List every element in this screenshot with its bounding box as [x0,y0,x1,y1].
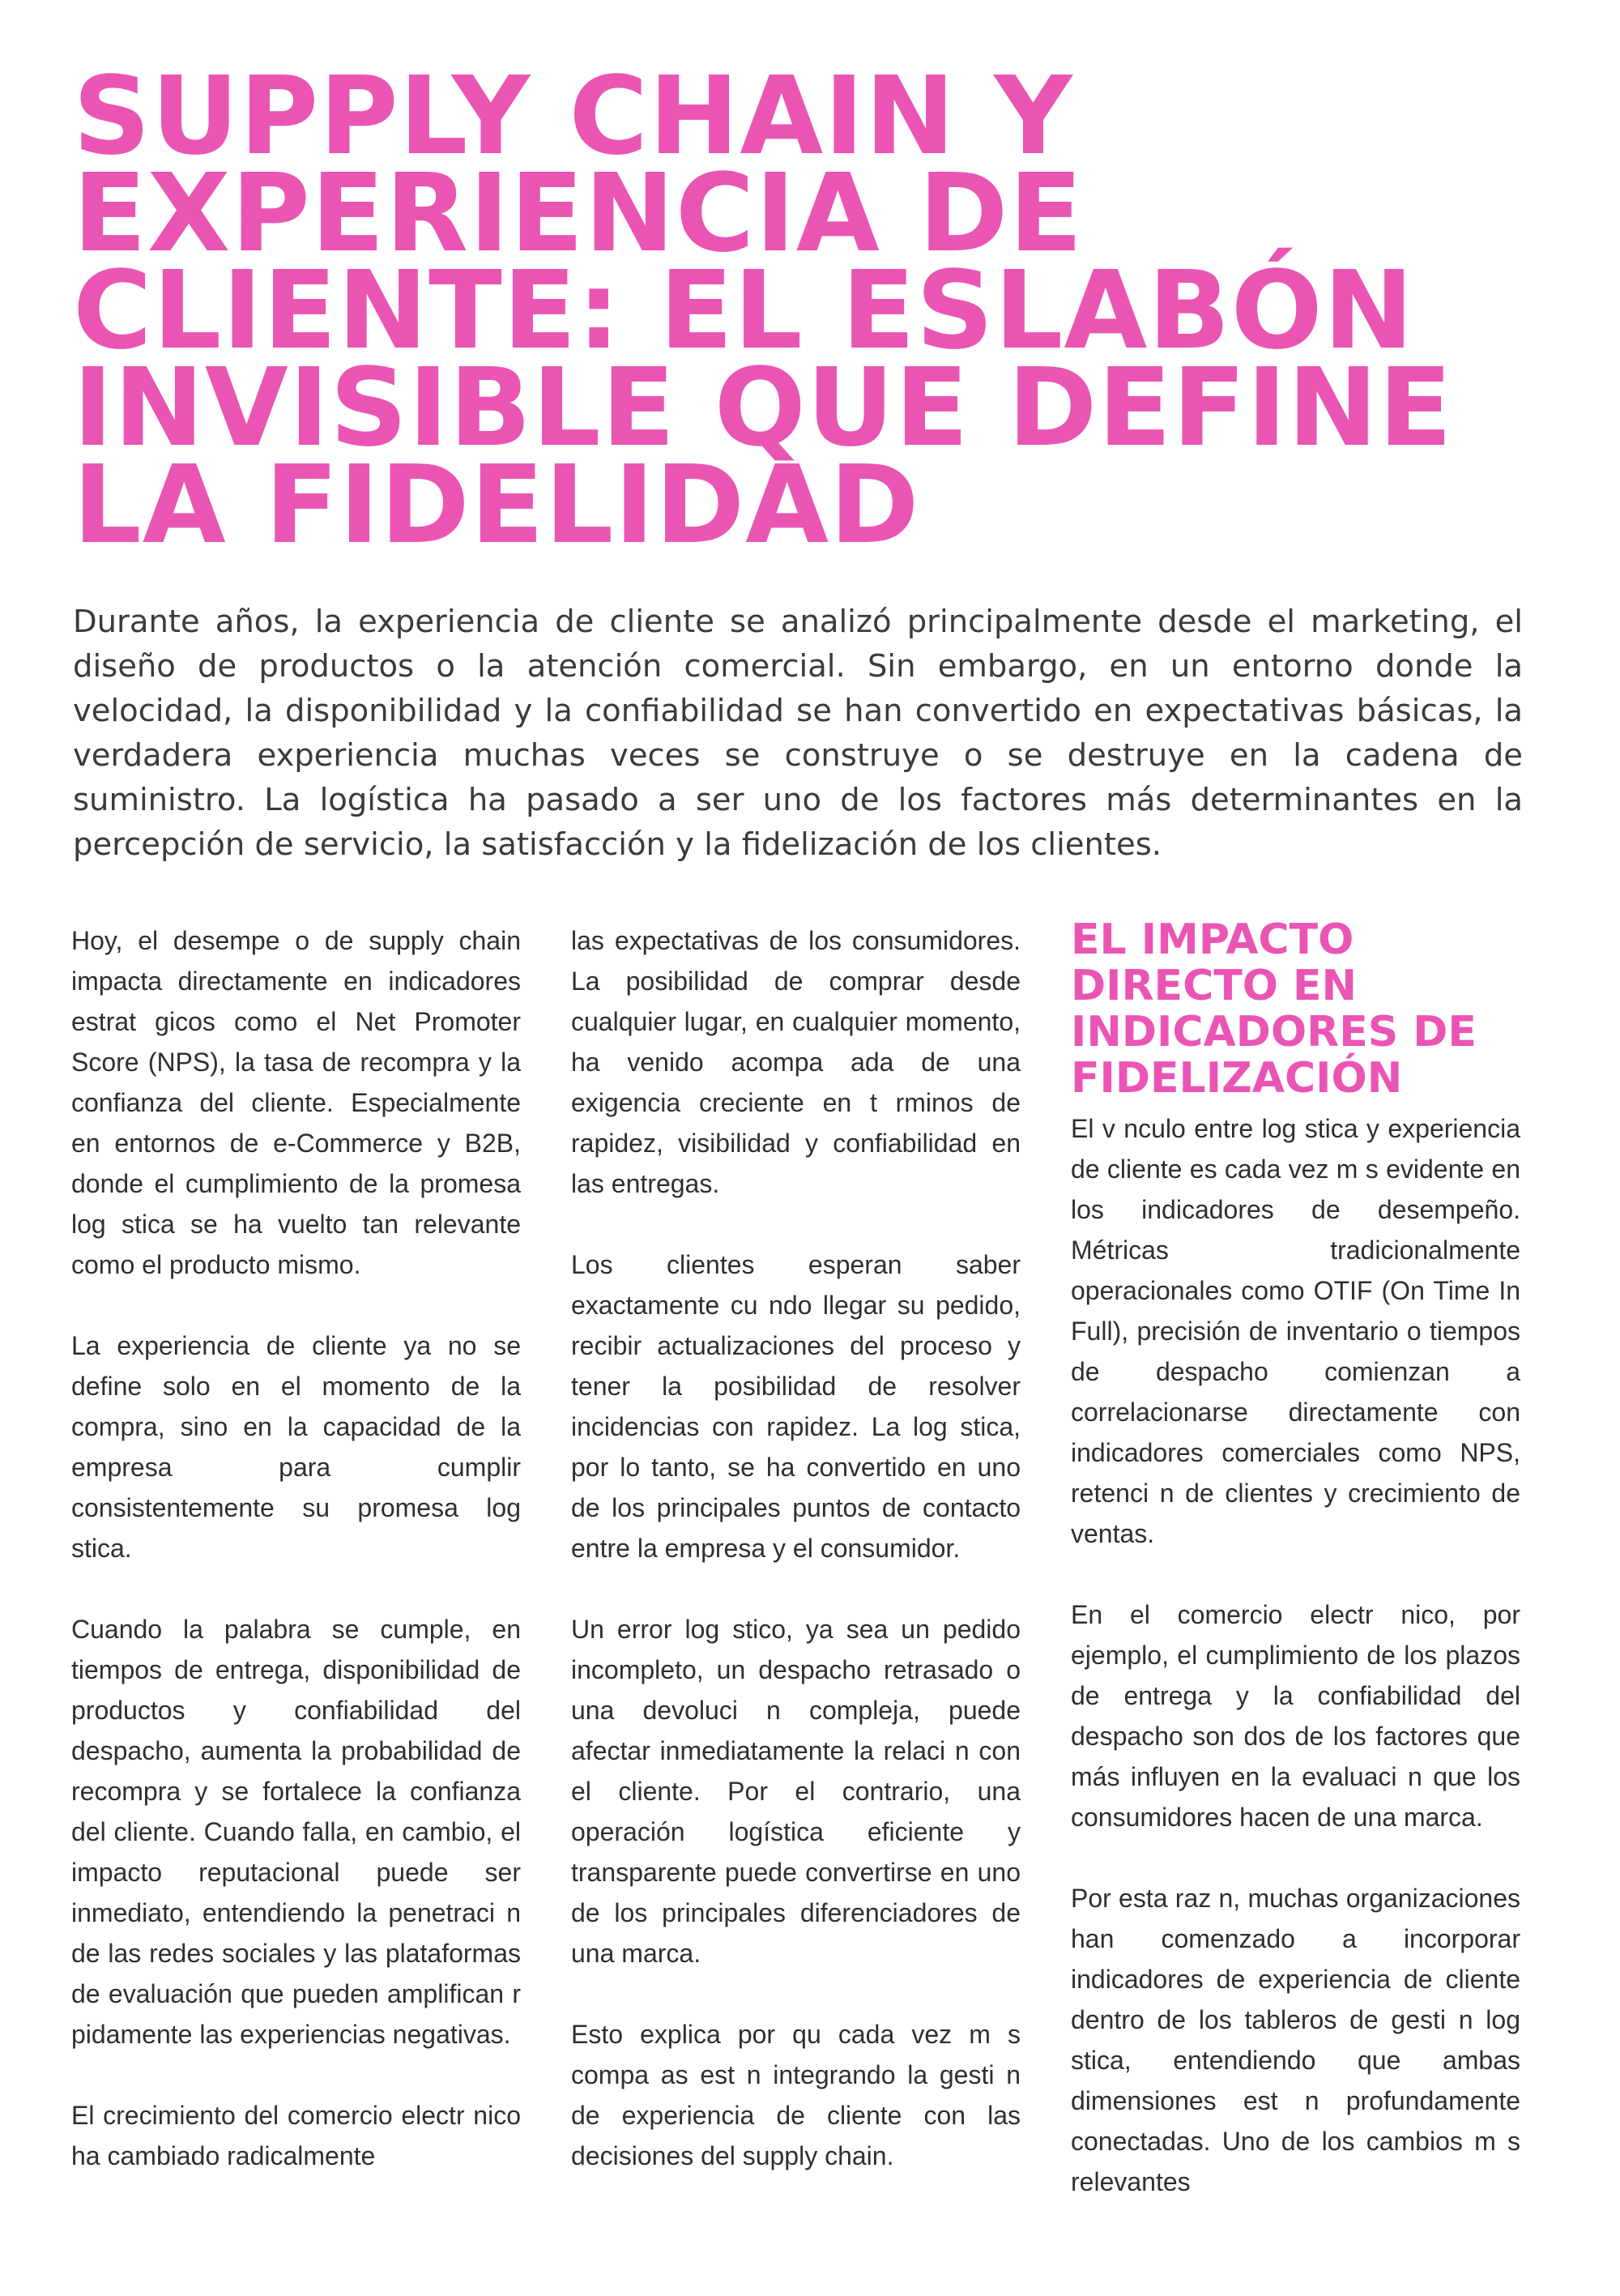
body-paragraph: Cuando la palabra se cumple, en tiempos de entrega, disponibilidad de productos y confiabilidad del despacho, aumenta la probabilidad de recompra y se fortalece la confianza del cliente. Cuando falla, en cambio, el impacto reputacional puede ser inmediato, entendiendo la penetraci n de las redes sociales y las plataformas de evaluación que pueden amplifican r pidamente las experiencias negativas. [71,1615,521,2049]
title-line: INVISIBLE QUE DEFINE [73,346,1453,471]
section-title-line: EL IMPACTO [1071,915,1354,964]
section-title-line: FIDELIZACIÓN [1071,1054,1403,1103]
section-title-line: INDICADORES DE [1071,1008,1477,1056]
title-line: CLIENTE: EL ESLABÓN [73,249,1415,373]
title-line: SUPPLY CHAIN Y [73,54,1073,179]
body-paragraph: La experiencia de cliente ya no se define solo en el momento de la compra, sino en la capacidad de la empresa para cumplir consistentemente su promesa log stica. [71,1331,521,1563]
body-paragraph: Los clientes esperan saber exactamente cu ndo llegar su pedido, recibir actualizaciones del proceso y tener la posibilidad de resolver incidencias con rapidez. La log stica, por lo tanto, se ha convertido en uno de los principales puntos de contacto entre la empresa y el consumidor. [571,1250,1021,1563]
text-column-2 [571,920,1021,2217]
text-column-3 [1071,917,1520,2243]
title-line: LA FIDELIDAD [73,443,920,568]
article-title [73,54,1547,568]
body-paragraph: las expectativas de los consumidores. La posibilidad de comprar desde cualquier lugar, en cualquier momento, ha venido acompa ada de una exigencia creciente en t rminos de rapidez, visibilidad y confiabilidad en las entregas. [571,926,1021,1198]
title-line: EXPERIENCIA DE [73,152,1084,276]
body-paragraph: El crecimiento del comercio electr nico ha cambiado radicalmente [71,2101,521,2170]
body-paragraph: Hoy, el desempe o de supply chain impacta directamente en indicadores estrat gicos como el Net Promoter Score (NPS), la tasa de recompra y la confianza del cliente. Especialmente en entornos de e-Commerce y B2B, donde el cumplimiento de la promesa log stica se ha vuelto tan relevante como el producto mismo. [71,926,521,1279]
body-paragraph: En el comercio electr nico, por ejemplo, el cumplimiento de los plazos de entrega y la confiabilidad del despacho son dos de los factores que más influyen en la evaluaci n que los consumidores hacen de una marca. [1071,1600,1520,1832]
section-title [1071,917,1520,1102]
section-title-line: DIRECTO EN [1071,962,1358,1010]
text-column-1 [71,920,521,2217]
body-paragraph: Por esta raz n, muchas organizaciones han comenzado a incorporar indicadores de experiencia de cliente dentro de los tableros de gesti n log stica, entendiendo que ambas dimensiones est n profundamente conectadas. Uno de los cambios m s relevantes [1071,1884,1520,2196]
body-paragraph: El v nculo entre log stica y experiencia de cliente es cada vez m s evidente en los indicadores de desempeño. Métricas tradicionalmente operacionales como OTIF (On Time In Full), precisión de inventario o tiempos de despacho comienzan a correlacionarse directamente con indicadores comerciales como NPS, retenci n de clientes y crecimiento de ventas. [1071,1114,1520,1548]
lead-paragraph: Durante años, la experiencia de cliente se analizó principalmente desde el marketing, el diseño de productos o la atención comercial. Sin embargo, en un entorno donde la velocidad, la disponibilidad y la confiabilidad se han convertido en expectativas básicas, la verdadera experiencia muchas veces se construye o se destruye en la cadena de suministro. La logística ha pasado a ser uno de los factores más determinantes en la percepción de servicio, la satisfacción y la fidelización de los clientes. [73,604,1523,863]
body-paragraph: Esto explica por qu cada vez m s compa as est n integrando la gesti n de experiencia de cliente con las decisiones del supply chain. [571,2020,1021,2170]
body-paragraph: Un error log stico, ya sea un pedido incompleto, un despacho retrasado o una devoluci n compleja, puede afectar inmediatamente la relaci n con el cliente. Por el contrario, una operación logística eficiente y transparente puede convertirse en uno de los principales diferenciadores de una marca. [571,1615,1021,1968]
